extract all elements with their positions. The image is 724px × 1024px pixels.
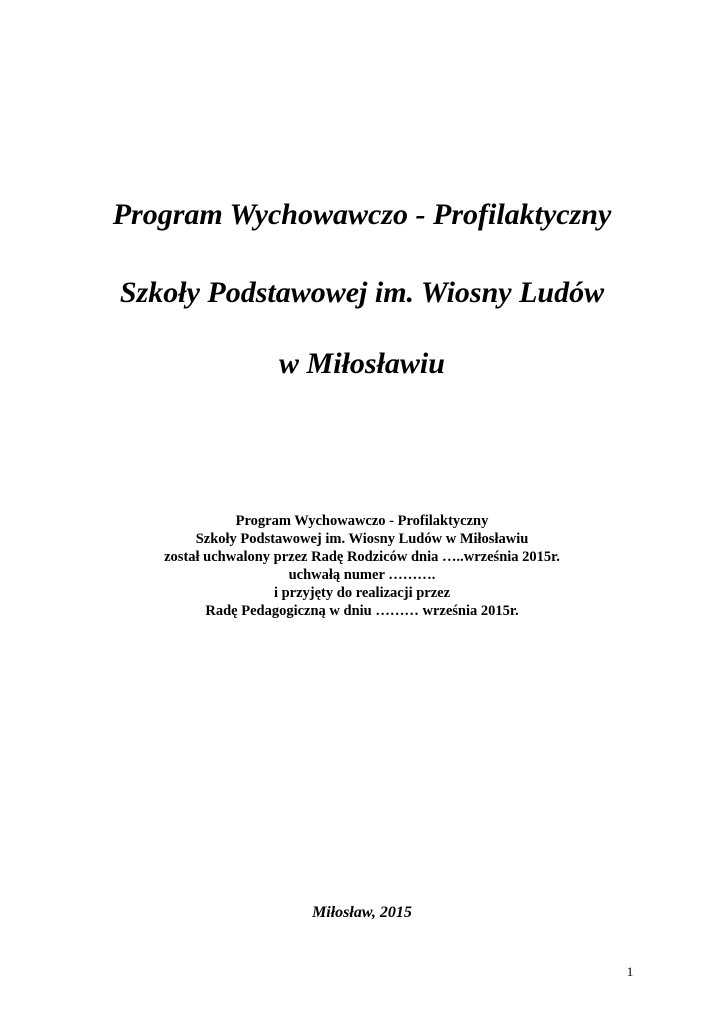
approval-note <box>0 512 724 620</box>
place-and-date: Miłosław, 2015 <box>312 904 412 921</box>
approval-line-2: Szkoły Podstawowej im. Wiosny Ludów w Miłosławiu <box>195 531 529 547</box>
approval-line-5: i przyjęty do realizacji przez <box>273 585 451 601</box>
approval-line-6: Radę Pedagogiczną w dniu ……… września 2015r. <box>205 603 519 619</box>
page-number: 1 <box>626 964 634 979</box>
approval-line-4: uchwałą numer ………. <box>288 567 436 583</box>
title-line-2: Szkoły Podstawowej im. Wiosny Ludów <box>119 276 605 309</box>
title-line-3: w Miłosławiu <box>279 347 445 380</box>
approval-line-1: Program Wychowawczo - Profilaktyczny <box>235 513 489 529</box>
approval-line-3: został uchwalony przez Radę Rodziców dnia …..września 2015r. <box>164 549 560 565</box>
title-line-1: Program Wychowawczo - Profilaktyczny <box>112 198 612 231</box>
